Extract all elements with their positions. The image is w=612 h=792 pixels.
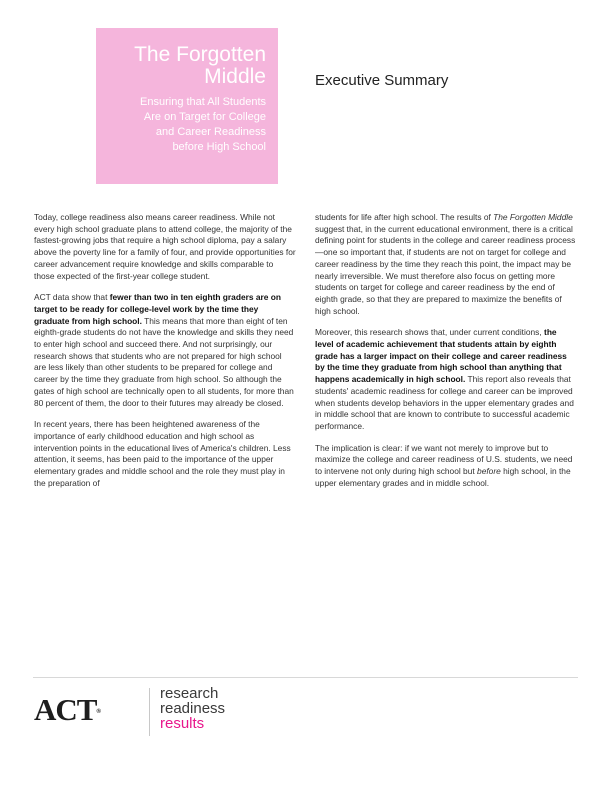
- registered-mark: ®: [96, 709, 101, 715]
- text-run: This means that more than eight of ten eighth-grade students do not have the knowledge and skills they need to enter high school and succeed there. And not surprisingly, our research shows that students who are not prepared for high school are less likely than other students to be prepared for college and career by the time they graduate from high school. So although the gates of high school are technically open to all students, for more than 80 percent of them, the door to their futures may already be closed.: [34, 315, 294, 408]
- bold-text: fewer than two in ten eighth graders are on target to be ready for college-level work by the time they graduate from high school.: [34, 292, 281, 326]
- tagline-results: results: [160, 715, 205, 732]
- text-run: students for life after high school. The results of: [315, 212, 494, 222]
- text-run: Moreover, this research shows that, under current conditions,: [315, 327, 545, 338]
- act-text: ACT: [34, 692, 97, 727]
- paragraph: [315, 212, 577, 317]
- tagline-research: research: [160, 685, 219, 702]
- subtitle-line: before High School: [172, 141, 266, 153]
- text-run: high school, in the upper elementary grades and in middle school.: [315, 466, 571, 488]
- report-subtitle: [106, 95, 266, 155]
- paragraph: In recent years, there has been heightened awareness of the importance of early childhood education and high school as intervention points in the educational lives of America's children. Less attention, it seems, has been paid to the importance of the upper elementary grades and middle school and the role they must play in the preparation of: [34, 419, 291, 488]
- report-title-line: Middle: [204, 65, 266, 88]
- right-column: [315, 212, 577, 499]
- paragraph: [34, 292, 296, 409]
- report-title: [106, 44, 266, 88]
- italic-text: before: [477, 466, 501, 477]
- act-logo: [34, 686, 294, 746]
- subtitle-line: and Career Readiness: [155, 126, 266, 138]
- left-column: [34, 212, 296, 499]
- subtitle-line: Ensuring that All Students: [140, 96, 266, 108]
- section-heading: Executive Summary: [315, 72, 449, 89]
- subtitle-line: Are on Target for College: [143, 111, 266, 123]
- text-run: ACT data show that: [34, 292, 110, 303]
- tagline-readiness: readiness: [160, 700, 226, 717]
- footer-divider: [33, 677, 578, 678]
- paragraph: Today, college readiness also means career readiness. While not every high school graduate plans to attend college, the majority of the fastest-growing jobs that require a high school diploma, pay a salary above the poverty line for a family of four, and provide opportunities for career advancement require knowledge and skills comparable to those expected of the first-year college student.: [34, 212, 296, 281]
- text-run: suggest that, in the current educational environment, there is a critical defining point for students in the college and career readiness process—one so important that, if students are not on target for college and career readiness by the time they reach this point, the impact may be nearly irreversible. We must therefore also focus on getting more students on target for college and career readiness by the end of eighth grade, so that they are prepared to maximize the benefits of high school.: [315, 223, 576, 316]
- text-run: The implication is clear: if we want not merely to improve but to maximize the college and career readiness of U.S. students, we need to intervene not only during high school but: [315, 442, 573, 477]
- bold-text: the level of academic achievement that students attain by eighth grade has a larger impact on their college and career readiness by the time they graduate from high school than anything that happens academically in high school.: [315, 327, 567, 385]
- logo-divider: [149, 688, 150, 736]
- report-title-line: The Forgotten: [134, 43, 266, 66]
- paragraph: [315, 443, 577, 490]
- text-run: This report also reveals that students' academic readiness for college and career can be improved when students develop behaviors in the upper elementary grades and in middle school that are known to contribute to successful academic performance.: [315, 374, 574, 431]
- paragraph: [315, 327, 577, 432]
- act-wordmark: [34, 694, 101, 726]
- italic-text: The Forgotten Middle: [493, 212, 573, 222]
- tagline: [160, 686, 225, 731]
- cover-title-box: [96, 28, 278, 184]
